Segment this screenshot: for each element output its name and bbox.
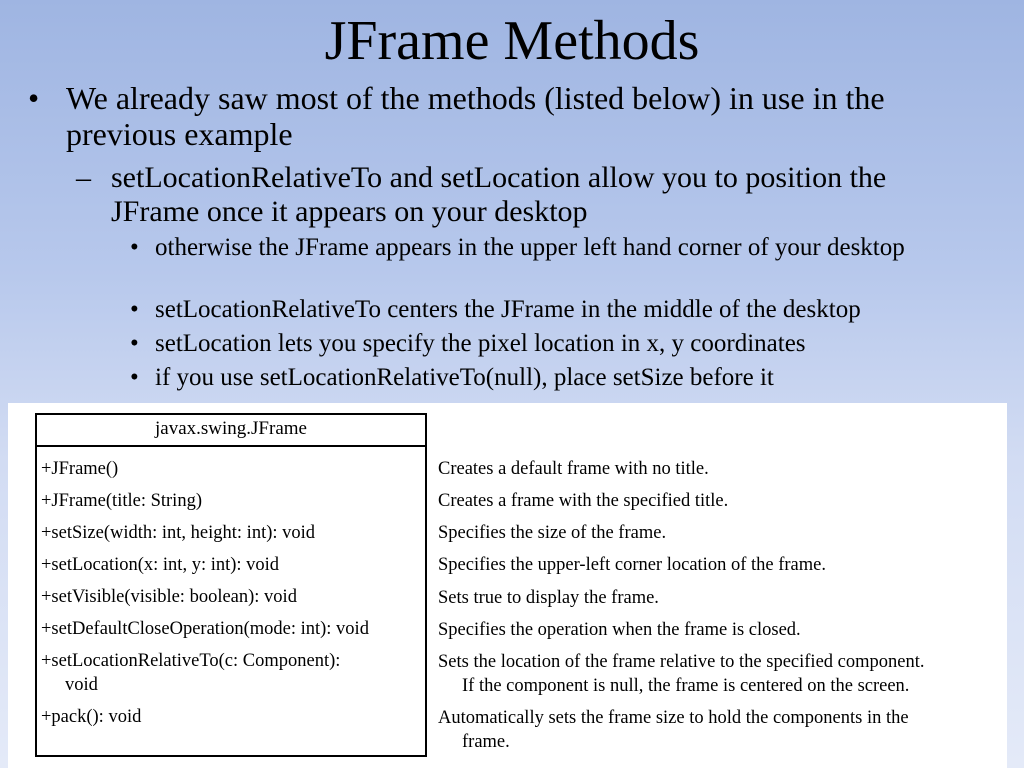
uml-method (41, 617, 369, 641)
description-text: Specifies the size of the frame. (438, 523, 667, 543)
method-signature: +setSize(width: int, height: int): void (41, 523, 316, 543)
dash-bullet-icon: – (76, 161, 91, 194)
method-description (438, 706, 1003, 754)
uml-method (41, 649, 340, 697)
method-description (438, 521, 1003, 545)
method-signature: +setDefaultCloseOperation(mode: int): void (41, 619, 369, 639)
method-description (438, 650, 1003, 698)
method-signature: +JFrame() (41, 459, 119, 479)
description-text: Specifies the upper-left corner location of the frame. (438, 555, 826, 575)
uml-method (41, 585, 297, 609)
method-signature-continued: void (65, 675, 98, 695)
bullet-level3-text: setLocationRelativeTo centers the JFrame in the middle of the desktop (155, 296, 861, 323)
method-description (438, 489, 1003, 513)
description-text-continued: If the component is null, the frame is centered on the screen. (462, 676, 910, 696)
description-text: Sets true to display the frame. (438, 588, 659, 608)
bullet-level2-text: setLocationRelativeTo and setLocation allow you to position the JFrame once it appears on your desktop (111, 161, 887, 228)
method-description (438, 553, 1003, 577)
method-signature: +setLocationRelativeTo(c: Component): (41, 651, 341, 671)
uml-method (41, 705, 141, 729)
bullet-level3-text: if you use setLocationRelativeTo(null), place setSize before it (155, 364, 774, 391)
description-text: Automatically sets the frame size to hold the components in the (438, 708, 909, 728)
description-text: Specifies the operation when the frame is closed. (438, 620, 801, 640)
description-text: Creates a default frame with no title. (438, 459, 709, 479)
uml-method (41, 521, 315, 545)
bullet-level3-text: setLocation lets you specify the pixel location in x, y coordinates (155, 330, 806, 357)
method-signature: +JFrame(title: String) (41, 491, 202, 511)
slide-title: JFrame Methods (324, 10, 700, 72)
bullet-dot-icon: • (130, 296, 139, 323)
description-text: Sets the location of the frame relative to the specified component. (438, 652, 925, 672)
bullet-dot-icon: • (130, 364, 139, 391)
uml-class-box (35, 413, 427, 757)
method-signature: +pack(): void (41, 707, 142, 727)
description-text: Creates a frame with the specified title. (438, 491, 729, 511)
uml-class-name: javax.swing.JFrame (37, 415, 425, 447)
bullet-dot-icon: • (130, 234, 139, 261)
uml-method (41, 457, 118, 481)
description-text-continued: frame. (462, 732, 510, 752)
method-description (438, 618, 1003, 642)
uml-figure-panel (8, 403, 1007, 768)
method-description (438, 586, 1003, 610)
method-description (438, 457, 1003, 481)
uml-method (41, 489, 202, 513)
method-signature: +setLocation(x: int, y: int): void (41, 555, 280, 575)
uml-method (41, 553, 279, 577)
bullet-level1-text: We already saw most of the methods (listed below) in use in the previous example (66, 80, 885, 152)
bullet-dot-icon: • (28, 80, 40, 116)
method-signature: +setVisible(visible: boolean): void (41, 587, 297, 607)
bullet-dot-icon: • (130, 330, 139, 357)
bullet-level3-text: otherwise the JFrame appears in the upper left hand corner of your desktop (155, 234, 905, 261)
